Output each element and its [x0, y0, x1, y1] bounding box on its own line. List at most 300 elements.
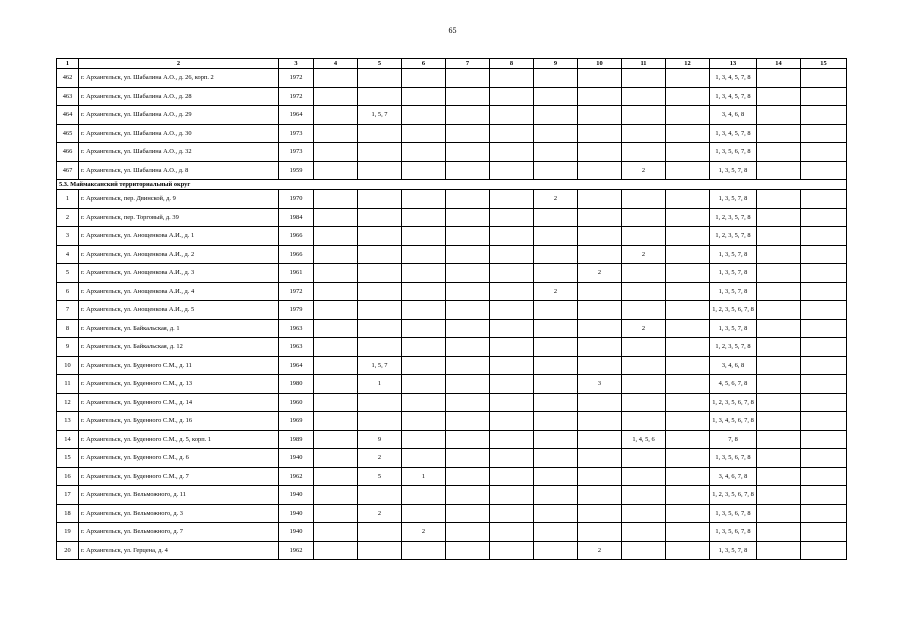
column-8-cell	[490, 190, 534, 209]
column-12-cell	[666, 523, 710, 542]
column-14-cell	[757, 486, 801, 505]
address-cell: г. Архангельск, ул. Буденного С.М., д. 7	[79, 467, 279, 486]
column-header: 15	[801, 59, 847, 69]
column-9-cell	[534, 486, 578, 505]
column-8-cell	[490, 143, 534, 162]
column-11-cell	[622, 393, 666, 412]
column-6-cell	[402, 319, 446, 338]
column-6-cell	[402, 208, 446, 227]
row-number-cell: 3	[57, 227, 79, 246]
column-5-cell: 1	[358, 375, 402, 394]
previous-district-rows	[57, 69, 847, 180]
column-13-cell: 1, 3, 5, 7, 8	[710, 264, 757, 283]
column-9-cell	[534, 467, 578, 486]
column-15-cell	[801, 106, 847, 125]
column-12-cell	[666, 264, 710, 283]
column-7-cell	[446, 301, 490, 320]
column-9-cell	[534, 87, 578, 106]
column-14-cell	[757, 190, 801, 209]
column-12-cell	[666, 430, 710, 449]
column-6-cell	[402, 430, 446, 449]
year-cell: 1940	[279, 523, 314, 542]
column-5-cell	[358, 319, 402, 338]
column-7-cell	[446, 467, 490, 486]
column-10-cell: 3	[578, 375, 622, 394]
column-10-cell: 2	[578, 264, 622, 283]
column-8-cell	[490, 282, 534, 301]
year-cell: 1970	[279, 190, 314, 209]
column-6-cell	[402, 393, 446, 412]
column-8-cell	[490, 486, 534, 505]
column-6-cell	[402, 375, 446, 394]
column-13-cell: 1, 2, 3, 5, 7, 8	[710, 338, 757, 357]
column-4-cell	[314, 319, 358, 338]
column-7-cell	[446, 393, 490, 412]
year-cell: 1989	[279, 430, 314, 449]
column-13-cell: 1, 2, 3, 5, 6, 7, 8	[710, 301, 757, 320]
row-number-cell: 7	[57, 301, 79, 320]
column-13-cell: 1, 3, 4, 5, 7, 8	[710, 124, 757, 143]
column-header: 4	[314, 59, 358, 69]
column-15-cell	[801, 523, 847, 542]
column-4-cell	[314, 161, 358, 180]
address-cell: г. Архангельск, ул. Буденного С.М., д. 5, корп. 1	[79, 430, 279, 449]
column-8-cell	[490, 412, 534, 431]
column-5-cell	[358, 227, 402, 246]
column-5-cell: 1, 5, 7	[358, 356, 402, 375]
column-9-cell	[534, 375, 578, 394]
row-number-cell: 15	[57, 449, 79, 468]
column-4-cell	[314, 449, 358, 468]
column-13-cell: 1, 3, 5, 6, 7, 8	[710, 449, 757, 468]
column-13-cell: 1, 3, 4, 5, 7, 8	[710, 87, 757, 106]
row-number-cell: 19	[57, 523, 79, 542]
column-4-cell	[314, 541, 358, 560]
column-7-cell	[446, 264, 490, 283]
column-11-cell	[622, 227, 666, 246]
column-5-cell: 9	[358, 430, 402, 449]
column-12-cell	[666, 87, 710, 106]
column-14-cell	[757, 208, 801, 227]
column-14-cell	[757, 375, 801, 394]
column-9-cell	[534, 301, 578, 320]
column-10-cell	[578, 190, 622, 209]
table-row	[57, 282, 847, 301]
column-13-cell: 1, 2, 3, 5, 6, 7, 8	[710, 393, 757, 412]
column-12-cell	[666, 190, 710, 209]
column-8-cell	[490, 208, 534, 227]
column-8-cell	[490, 106, 534, 125]
column-10-cell	[578, 486, 622, 505]
table-row	[57, 301, 847, 320]
column-8-cell	[490, 301, 534, 320]
maymaksansky-district-rows	[57, 190, 847, 560]
column-9-cell: 2	[534, 190, 578, 209]
column-10-cell	[578, 143, 622, 162]
column-12-cell	[666, 143, 710, 162]
column-15-cell	[801, 161, 847, 180]
column-4-cell	[314, 87, 358, 106]
column-10-cell	[578, 504, 622, 523]
address-cell: г. Архангельск, ул. Анощенкова А.И., д. 3	[79, 264, 279, 283]
table-row	[57, 486, 847, 505]
column-4-cell	[314, 208, 358, 227]
column-13-cell: 4, 5, 6, 7, 8	[710, 375, 757, 394]
column-8-cell	[490, 449, 534, 468]
row-number-cell: 465	[57, 124, 79, 143]
address-cell: г. Архангельск, ул. Байкальская, д. 12	[79, 338, 279, 357]
year-cell: 1940	[279, 504, 314, 523]
column-4-cell	[314, 338, 358, 357]
column-6-cell	[402, 338, 446, 357]
column-15-cell	[801, 338, 847, 357]
column-13-cell: 1, 3, 5, 7, 8	[710, 190, 757, 209]
table-row	[57, 393, 847, 412]
column-4-cell	[314, 106, 358, 125]
column-5-cell	[358, 69, 402, 88]
column-5-cell	[358, 245, 402, 264]
column-12-cell	[666, 161, 710, 180]
column-9-cell	[534, 208, 578, 227]
column-15-cell	[801, 319, 847, 338]
column-10-cell	[578, 301, 622, 320]
column-12-cell	[666, 541, 710, 560]
row-number-cell: 462	[57, 69, 79, 88]
column-11-cell	[622, 124, 666, 143]
row-number-cell: 13	[57, 412, 79, 431]
address-cell: г. Архангельск, ул. Буденного С.М., д. 14	[79, 393, 279, 412]
column-5-cell	[358, 523, 402, 542]
column-8-cell	[490, 319, 534, 338]
address-cell: г. Архангельск, ул. Шабалина А.О., д. 28	[79, 87, 279, 106]
table-row	[57, 69, 847, 88]
column-7-cell	[446, 245, 490, 264]
column-11-cell	[622, 449, 666, 468]
column-header: 12	[666, 59, 710, 69]
table-row	[57, 338, 847, 357]
column-7-cell	[446, 449, 490, 468]
column-6-cell	[402, 282, 446, 301]
column-13-cell: 1, 3, 4, 5, 6, 7, 8	[710, 412, 757, 431]
column-11-cell	[622, 412, 666, 431]
column-15-cell	[801, 69, 847, 88]
table-row	[57, 208, 847, 227]
year-cell: 1984	[279, 208, 314, 227]
section-title: 5.3. Маймаксанский территориальный округ	[57, 180, 847, 190]
column-8-cell	[490, 430, 534, 449]
column-15-cell	[801, 87, 847, 106]
table-row	[57, 106, 847, 125]
column-13-cell: 1, 2, 3, 5, 7, 8	[710, 208, 757, 227]
column-4-cell	[314, 190, 358, 209]
column-9-cell	[534, 504, 578, 523]
column-12-cell	[666, 69, 710, 88]
column-7-cell	[446, 143, 490, 162]
column-6-cell	[402, 87, 446, 106]
section-header	[57, 180, 847, 190]
column-11-cell	[622, 356, 666, 375]
column-15-cell	[801, 301, 847, 320]
column-header: 14	[757, 59, 801, 69]
address-cell: г. Архангельск, ул. Шабалина А.О., д. 8	[79, 161, 279, 180]
column-4-cell	[314, 486, 358, 505]
column-15-cell	[801, 412, 847, 431]
column-12-cell	[666, 319, 710, 338]
column-15-cell	[801, 227, 847, 246]
address-cell: г. Архангельск, ул. Буденного С.М., д. 6	[79, 449, 279, 468]
year-cell: 1980	[279, 375, 314, 394]
column-13-cell: 7, 8	[710, 430, 757, 449]
column-7-cell	[446, 486, 490, 505]
column-6-cell	[402, 190, 446, 209]
column-7-cell	[446, 190, 490, 209]
year-cell: 1964	[279, 356, 314, 375]
column-13-cell: 1, 3, 5, 6, 7, 8	[710, 143, 757, 162]
row-number-cell: 14	[57, 430, 79, 449]
column-4-cell	[314, 69, 358, 88]
year-cell: 1940	[279, 449, 314, 468]
year-cell: 1972	[279, 282, 314, 301]
year-cell: 1973	[279, 124, 314, 143]
column-11-cell: 2	[622, 319, 666, 338]
year-cell: 1963	[279, 338, 314, 357]
column-10-cell	[578, 106, 622, 125]
column-10-cell	[578, 161, 622, 180]
column-7-cell	[446, 227, 490, 246]
column-11-cell	[622, 190, 666, 209]
column-4-cell	[314, 523, 358, 542]
year-cell: 1966	[279, 245, 314, 264]
column-13-cell: 1, 3, 5, 6, 7, 8	[710, 523, 757, 542]
column-6-cell	[402, 106, 446, 125]
column-13-cell: 1, 3, 5, 7, 8	[710, 541, 757, 560]
column-10-cell	[578, 393, 622, 412]
table-row	[57, 430, 847, 449]
column-5-cell	[358, 190, 402, 209]
column-12-cell	[666, 245, 710, 264]
column-5-cell	[358, 338, 402, 357]
table-row	[57, 124, 847, 143]
column-11-cell: 2	[622, 161, 666, 180]
column-10-cell	[578, 523, 622, 542]
column-11-cell	[622, 523, 666, 542]
column-11-cell	[622, 143, 666, 162]
column-4-cell	[314, 430, 358, 449]
column-15-cell	[801, 375, 847, 394]
row-number-cell: 5	[57, 264, 79, 283]
column-7-cell	[446, 375, 490, 394]
column-number-header-row	[57, 59, 847, 69]
column-7-cell	[446, 319, 490, 338]
row-number-cell: 466	[57, 143, 79, 162]
column-15-cell	[801, 245, 847, 264]
column-15-cell	[801, 449, 847, 468]
table-row	[57, 504, 847, 523]
column-6-cell	[402, 504, 446, 523]
column-11-cell	[622, 282, 666, 301]
column-14-cell	[757, 124, 801, 143]
row-number-cell: 20	[57, 541, 79, 560]
housing-register-table	[56, 58, 847, 560]
column-10-cell	[578, 467, 622, 486]
column-4-cell	[314, 124, 358, 143]
address-cell: г. Архангельск, пер. Торговый, д. 39	[79, 208, 279, 227]
column-10-cell	[578, 356, 622, 375]
column-header: 6	[402, 59, 446, 69]
column-5-cell	[358, 143, 402, 162]
column-9-cell	[534, 106, 578, 125]
column-8-cell	[490, 69, 534, 88]
column-9-cell	[534, 430, 578, 449]
column-6-cell	[402, 161, 446, 180]
column-15-cell	[801, 541, 847, 560]
column-header: 8	[490, 59, 534, 69]
column-14-cell	[757, 449, 801, 468]
address-cell: г. Архангельск, ул. Шабалина А.О., д. 32	[79, 143, 279, 162]
column-4-cell	[314, 375, 358, 394]
column-4-cell	[314, 264, 358, 283]
column-8-cell	[490, 161, 534, 180]
column-6-cell: 2	[402, 523, 446, 542]
column-header: 9	[534, 59, 578, 69]
column-11-cell	[622, 69, 666, 88]
column-6-cell	[402, 541, 446, 560]
row-number-cell: 16	[57, 467, 79, 486]
table-row	[57, 319, 847, 338]
column-7-cell	[446, 412, 490, 431]
column-8-cell	[490, 541, 534, 560]
table-row	[57, 449, 847, 468]
column-12-cell	[666, 467, 710, 486]
column-10-cell	[578, 412, 622, 431]
column-4-cell	[314, 467, 358, 486]
year-cell: 1960	[279, 393, 314, 412]
table-row	[57, 264, 847, 283]
column-7-cell	[446, 504, 490, 523]
column-9-cell	[534, 319, 578, 338]
column-5-cell	[358, 124, 402, 143]
column-14-cell	[757, 143, 801, 162]
column-8-cell	[490, 393, 534, 412]
address-cell: г. Архангельск, ул. Шабалина А.О., д. 30	[79, 124, 279, 143]
year-cell: 1962	[279, 541, 314, 560]
column-9-cell: 2	[534, 282, 578, 301]
column-11-cell: 1, 4, 5, 6	[622, 430, 666, 449]
column-13-cell: 1, 2, 3, 5, 7, 8	[710, 227, 757, 246]
address-cell: г. Архангельск, ул. Буденного С.М., д. 13	[79, 375, 279, 394]
column-10-cell	[578, 430, 622, 449]
column-14-cell	[757, 412, 801, 431]
column-12-cell	[666, 375, 710, 394]
column-7-cell	[446, 338, 490, 357]
column-8-cell	[490, 375, 534, 394]
column-8-cell	[490, 264, 534, 283]
column-14-cell	[757, 338, 801, 357]
column-13-cell: 1, 3, 5, 7, 8	[710, 282, 757, 301]
column-12-cell	[666, 412, 710, 431]
year-cell: 1964	[279, 106, 314, 125]
column-7-cell	[446, 87, 490, 106]
column-14-cell	[757, 504, 801, 523]
table-row	[57, 541, 847, 560]
column-5-cell: 1, 5, 7	[358, 106, 402, 125]
column-13-cell: 1, 3, 5, 6, 7, 8	[710, 504, 757, 523]
column-4-cell	[314, 356, 358, 375]
column-6-cell	[402, 412, 446, 431]
table-row	[57, 375, 847, 394]
column-7-cell	[446, 161, 490, 180]
column-14-cell	[757, 393, 801, 412]
column-8-cell	[490, 87, 534, 106]
row-number-cell: 4	[57, 245, 79, 264]
year-cell: 1961	[279, 264, 314, 283]
column-8-cell	[490, 338, 534, 357]
column-15-cell	[801, 208, 847, 227]
address-cell: г. Архангельск, ул. Вельможного, д. 11	[79, 486, 279, 505]
column-14-cell	[757, 301, 801, 320]
column-10-cell	[578, 245, 622, 264]
column-10-cell	[578, 449, 622, 468]
row-number-cell: 2	[57, 208, 79, 227]
year-cell: 1966	[279, 227, 314, 246]
column-14-cell	[757, 264, 801, 283]
address-cell: г. Архангельск, ул. Анощенкова А.И., д. 2	[79, 245, 279, 264]
year-cell: 1979	[279, 301, 314, 320]
column-14-cell	[757, 523, 801, 542]
address-cell: г. Архангельск, ул. Анощенкова А.И., д. 1	[79, 227, 279, 246]
column-12-cell	[666, 124, 710, 143]
column-6-cell	[402, 245, 446, 264]
column-11-cell	[622, 208, 666, 227]
column-15-cell	[801, 393, 847, 412]
column-12-cell	[666, 227, 710, 246]
column-13-cell: 3, 4, 6, 8	[710, 356, 757, 375]
column-9-cell	[534, 227, 578, 246]
column-15-cell	[801, 486, 847, 505]
column-6-cell	[402, 69, 446, 88]
address-cell: г. Архангельск, ул. Анощенкова А.И., д. 5	[79, 301, 279, 320]
column-7-cell	[446, 106, 490, 125]
row-number-cell: 11	[57, 375, 79, 394]
row-number-cell: 12	[57, 393, 79, 412]
column-13-cell: 3, 4, 6, 7, 8	[710, 467, 757, 486]
column-4-cell	[314, 412, 358, 431]
column-9-cell	[534, 412, 578, 431]
column-10-cell	[578, 282, 622, 301]
column-11-cell	[622, 106, 666, 125]
column-7-cell	[446, 69, 490, 88]
column-6-cell	[402, 356, 446, 375]
table-row	[57, 467, 847, 486]
column-11-cell	[622, 264, 666, 283]
address-cell: г. Архангельск, пер. Двинской, д. 9	[79, 190, 279, 209]
column-14-cell	[757, 106, 801, 125]
column-13-cell: 1, 2, 3, 5, 6, 7, 8	[710, 486, 757, 505]
column-8-cell	[490, 124, 534, 143]
column-12-cell	[666, 356, 710, 375]
year-cell: 1940	[279, 486, 314, 505]
column-4-cell	[314, 245, 358, 264]
row-number-cell: 464	[57, 106, 79, 125]
column-10-cell: 2	[578, 541, 622, 560]
table-row	[57, 190, 847, 209]
column-12-cell	[666, 282, 710, 301]
column-11-cell	[622, 541, 666, 560]
column-header: 1	[57, 59, 79, 69]
row-number-cell: 8	[57, 319, 79, 338]
column-9-cell	[534, 161, 578, 180]
table-row	[57, 87, 847, 106]
